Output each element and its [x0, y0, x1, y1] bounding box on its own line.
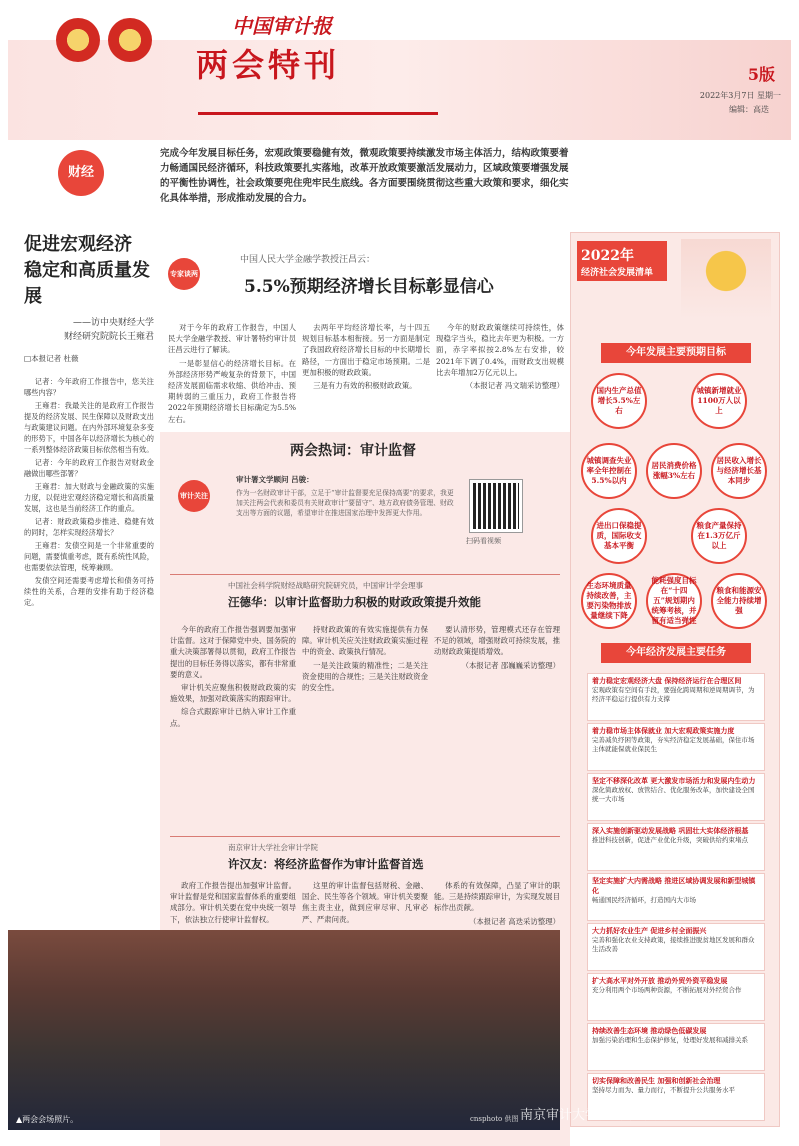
- para: 记者：财政政策稳步推进、稳健有效的同时，怎样实现经济增长？: [24, 517, 154, 537]
- task-heading: 扩大高水平对外开放 推动外贸外资平稳发展: [592, 976, 728, 985]
- task-item: [587, 973, 765, 1021]
- task-item: [587, 723, 765, 771]
- task-text: 坚持尽力而为、量力而行，不断提升公共服务水平: [592, 1086, 735, 1094]
- para: （本报记者 邵巍巍采访整理）: [461, 660, 560, 670]
- divider: [170, 574, 560, 575]
- task-heading: 坚定实施扩大内需战略 推进区域协调发展和新型城镇化: [592, 876, 756, 895]
- para: 对于今年的政府工作报告，中国人民大学金融学教授、审计署特约审计员汪昌云进行了解读。: [168, 323, 296, 355]
- interview-subtitle-1: ——访中央财经大学: [72, 318, 154, 328]
- expert-lead: 中国人民大学金融学教授汪昌云：: [240, 255, 376, 265]
- qr-code[interactable]: [470, 480, 522, 532]
- photo-credit: cnsphoto 供图: [470, 1115, 519, 1123]
- cppcc-emblem-icon: [108, 18, 152, 62]
- task-text: 加强污染治理和生态保护修复，处理好发展和减排关系: [592, 1036, 748, 1044]
- task-item: [587, 873, 765, 921]
- task-heading: 坚定不移深化改革 更大激发市场活力和发展内生动力: [592, 776, 756, 785]
- audit-badge: 审计关注: [178, 480, 210, 512]
- task-heading: 大力抓好农业生产 促进乡村全面振兴: [592, 926, 707, 935]
- paper-name: 中国审计报: [232, 14, 332, 38]
- task-text: 深化简政放权、放管结合、优化服务改革，加快建设全国统一大市场: [592, 786, 755, 803]
- para: 发债空间还需要考虑增长和债务可持续性的关系，合理的安排有助于经济稳定。: [24, 576, 154, 607]
- goal-item: 城镇调查失业率全年控制在5.5%以内: [581, 443, 637, 499]
- photo-caption: ▲两会会场照片。: [16, 1115, 79, 1124]
- para: 王雍君：我最关注的是政府工作报告提及的经济发展、民生保障以及财政支出与政策建议问题。在内外部环境复杂多变的形势下，中国各年以经济增长为核心的一系列整体经济政策目标依然相当有效。: [24, 401, 154, 454]
- divider: [170, 836, 560, 837]
- session-photo: [8, 930, 560, 1130]
- list-badge: [577, 241, 667, 281]
- intro-text: 完成今年发展目标任务，宏观政策要稳健有效，微观政策要持续激发市场主体活力，结构政策要着力畅通国民经济循环，科技政策要扎实落地，改革开放政策要激活发展动力，区域政策要增强发展的平衡性协调性，社会政策要兜住兜牢民生底线。各方面要围绕贯彻这些重大政策和要求，细化实化具体举措，形成推动发展的合力。: [160, 148, 569, 204]
- task-heading: 切实保障和改善民生 加强和创新社会治理: [592, 1076, 721, 1085]
- para: 去两年平均经济增长率，与十四五规划目标基本相衔接。另一方面是制定了我国政府经济增长目标的中长期增长路径，一方面出于稳定市场预期。二是更加积极的财政政策。: [302, 323, 430, 377]
- para: 这里的审计监督包括财税、金融、国企、民生等各个领域。审计机关要聚焦主责主业，做到应审尽审、凡审必严、严肃问责。: [302, 881, 428, 924]
- task-item: [587, 1023, 765, 1071]
- badge-year: 2022年: [581, 248, 634, 264]
- task-item: [587, 673, 765, 721]
- watermark: 南京审计大学社会审计学院: [520, 1108, 677, 1123]
- para: 今年的政府工作报告强调要加强审计监督。这对于保障党中央、国务院的重大决策部署得以贯彻，政府工作报告提出的目标任务得以落实，都有非常重要的意义。: [170, 625, 296, 679]
- tasks-title: 今年经济发展主要任务: [601, 643, 751, 663]
- para: 一是关注政策的精准性；二是关注资金使用的合规性；三是关注财政资金的安全性。: [302, 660, 428, 693]
- edition-number: 5版: [747, 65, 775, 84]
- goal-item: 能耗强度目标在“十四五”规划期内统筹考核，并留有适当弹性: [646, 573, 702, 629]
- para: 体系的有效保障，凸显了审计的职能。三是持续跟踪审计，为实现发展目标作出贡献。: [434, 881, 560, 913]
- para: 三是有力有效的积极财政政策。: [313, 381, 417, 391]
- special-title: 两会特刊: [196, 46, 341, 84]
- issue-date: 2022年3月7日 星期一: [699, 91, 781, 100]
- para: 一是彰显信心的经济增长目标。在外部经济形势严峻复杂的背景下，中国经济发展面临需求收缩、供给冲击、预期转弱的三重压力，政府工作报告将2022年预期经济增长目标确定为5.5%左右。: [168, 358, 296, 424]
- interview-subtitle-2: 财经研究院院长王雍君: [63, 332, 154, 342]
- goal-item: 城镇新增就业1100万人以上: [691, 373, 747, 429]
- goal-item: 居民收入增长与经济增长基本同步: [711, 443, 767, 499]
- qr-caption: 扫码看视频: [466, 537, 501, 545]
- para: 记者：今年政府工作报告中，您关注哪些内容？: [24, 377, 154, 397]
- goal-item: 进出口保稳提质，国际收支基本平衡: [591, 508, 647, 564]
- task-heading: 着力稳市场主体保就业 加大宏观政策实施力度: [592, 726, 735, 735]
- goals-title: 今年发展主要预期目标: [601, 343, 751, 363]
- category-badge: 财经: [58, 150, 104, 196]
- left-interview: [24, 232, 154, 610]
- task-heading: 深入实施创新驱动发展战略 巩固壮大实体经济根基: [592, 826, 749, 835]
- task-heading: 着力稳定宏观经济大盘 保持经济运行在合理区间: [592, 676, 742, 685]
- para: （本报记者 高迭采访整理）: [468, 916, 560, 926]
- para: （本报记者 冯文瑞采访整理）: [465, 381, 564, 391]
- goal-item: 国内生产总值增长5.5%左右: [591, 373, 647, 429]
- para: 政府工作报告提出加强审计监督。审计监督是党和国家监督体系的重要组成部分。审计机关要在党中央统一领导下，依法独立行使审计监督权。: [170, 881, 296, 924]
- para: 王雍君：发债空间是一个非常重要的问题，需要慎重考虑，既有系统性风险，也需要依法管理，统筹兼顾。: [24, 541, 154, 572]
- national-emblem-icon: [56, 18, 100, 62]
- goal-item: 生态环境质量持续改善，主要污染物排放量继续下降: [581, 573, 637, 629]
- title-underline: [198, 112, 438, 115]
- interview-title-1: 促进宏观经济: [24, 234, 132, 255]
- para: 记者：今年的政府工作报告对财政金融做出哪些部署？: [24, 458, 154, 478]
- reporter: □本报记者 杜薇: [24, 354, 79, 363]
- house-illustration-icon: [681, 239, 771, 319]
- goal-item: 粮食产量保持在1.3万亿斤以上: [691, 508, 747, 564]
- task-item: [587, 773, 765, 821]
- wang-lead: 中国社会科学院财经战略研究院研究员，中国审计学会理事: [228, 581, 423, 590]
- task-item: [587, 923, 765, 971]
- interview-title-2: 稳定和高质量发展: [24, 260, 150, 307]
- xu-lead: 南京审计大学社会审计学院: [228, 843, 318, 852]
- task-text: 充分利用两个市场两种资源，不断拓展对外经贸合作: [592, 986, 742, 994]
- goal-item: 居民消费价格涨幅3%左右: [646, 443, 702, 499]
- task-text: 完善和强化农业支持政策，接续推进脱贫地区发展和群众生活改善: [592, 936, 755, 953]
- para: 今年的财政政策继续可持续性，体现稳字当头，稳比去年更为积极。一方面，赤字率拟按2.8%左右安排，较2021年下调了0.4%，而财政支出规模比去年增加2万亿元以上。: [436, 323, 564, 377]
- para: 审计机关应聚焦积极财政政策的实施效果，加强对政策落实的跟踪审计。: [170, 683, 296, 704]
- task-text: 畅通国民经济循环，打造国内大市场: [592, 896, 696, 904]
- goal-item: 粮食和能源安全能力持续增强: [711, 573, 767, 629]
- task-text: 推进科技创新，促进产业优化升级，突破供给约束堵点: [592, 836, 748, 844]
- para: 综合式跟踪审计已纳入审计工作重点。: [170, 707, 296, 728]
- hot-title: 两会热词：审计监督: [290, 443, 416, 459]
- development-list-panel: [570, 232, 780, 1127]
- expert-title: 5.5%预期经济增长目标彰显信心: [244, 277, 494, 297]
- task-text: 完善减负纾困等政策，夯实经济稳定发展基础，保住市场主体就能保就业保民生: [592, 736, 755, 753]
- editor-credit: 编辑：高迭: [729, 105, 769, 114]
- expert-badge: 专家谈两会: [168, 258, 200, 290]
- note-text: 作为一名财政审计干部，立足于“审计监督要充足保持高要”的要求，我更加关注两会代表和委员有关财政审计“要留守”、地方政府债务管理、财政支出等方面的议题，希望审计在推进国家治理中发挥更大作用。: [236, 489, 454, 517]
- badge-text: 经济社会发展清单: [581, 268, 654, 278]
- para: 王雍君：加大财政与金融政策的实施力度，以促进宏观经济稳定增长和高质量发展，这也是当前经济工作的重点。: [24, 482, 154, 513]
- note-author: 审计署文学顾问 吕骏：: [236, 475, 314, 484]
- interview-body: [24, 376, 154, 608]
- task-heading: 持续改善生态环境 推动绿色低碳发展: [592, 1026, 707, 1035]
- para: 持财政政策的有效实施提供有力保障。审计机关应关注财政政策实施过程中的资金、政策执行情况。: [302, 625, 428, 657]
- task-text: 宏观政策有空间有手段，要强化跨周期和逆周期调节，为经济平稳运行提供有力支撑: [592, 686, 755, 703]
- task-item: [587, 823, 765, 871]
- xu-title: 许汉友：将经济监督作为审计监督首选: [228, 857, 424, 871]
- para: 要认清形势，管理模式还存在管理不足的领域，增强财政可持续发展，推动财政政策提质增效。: [434, 625, 560, 657]
- wang-title: 汪德华：以审计监督助力积极的财政政策提升效能: [228, 595, 481, 609]
